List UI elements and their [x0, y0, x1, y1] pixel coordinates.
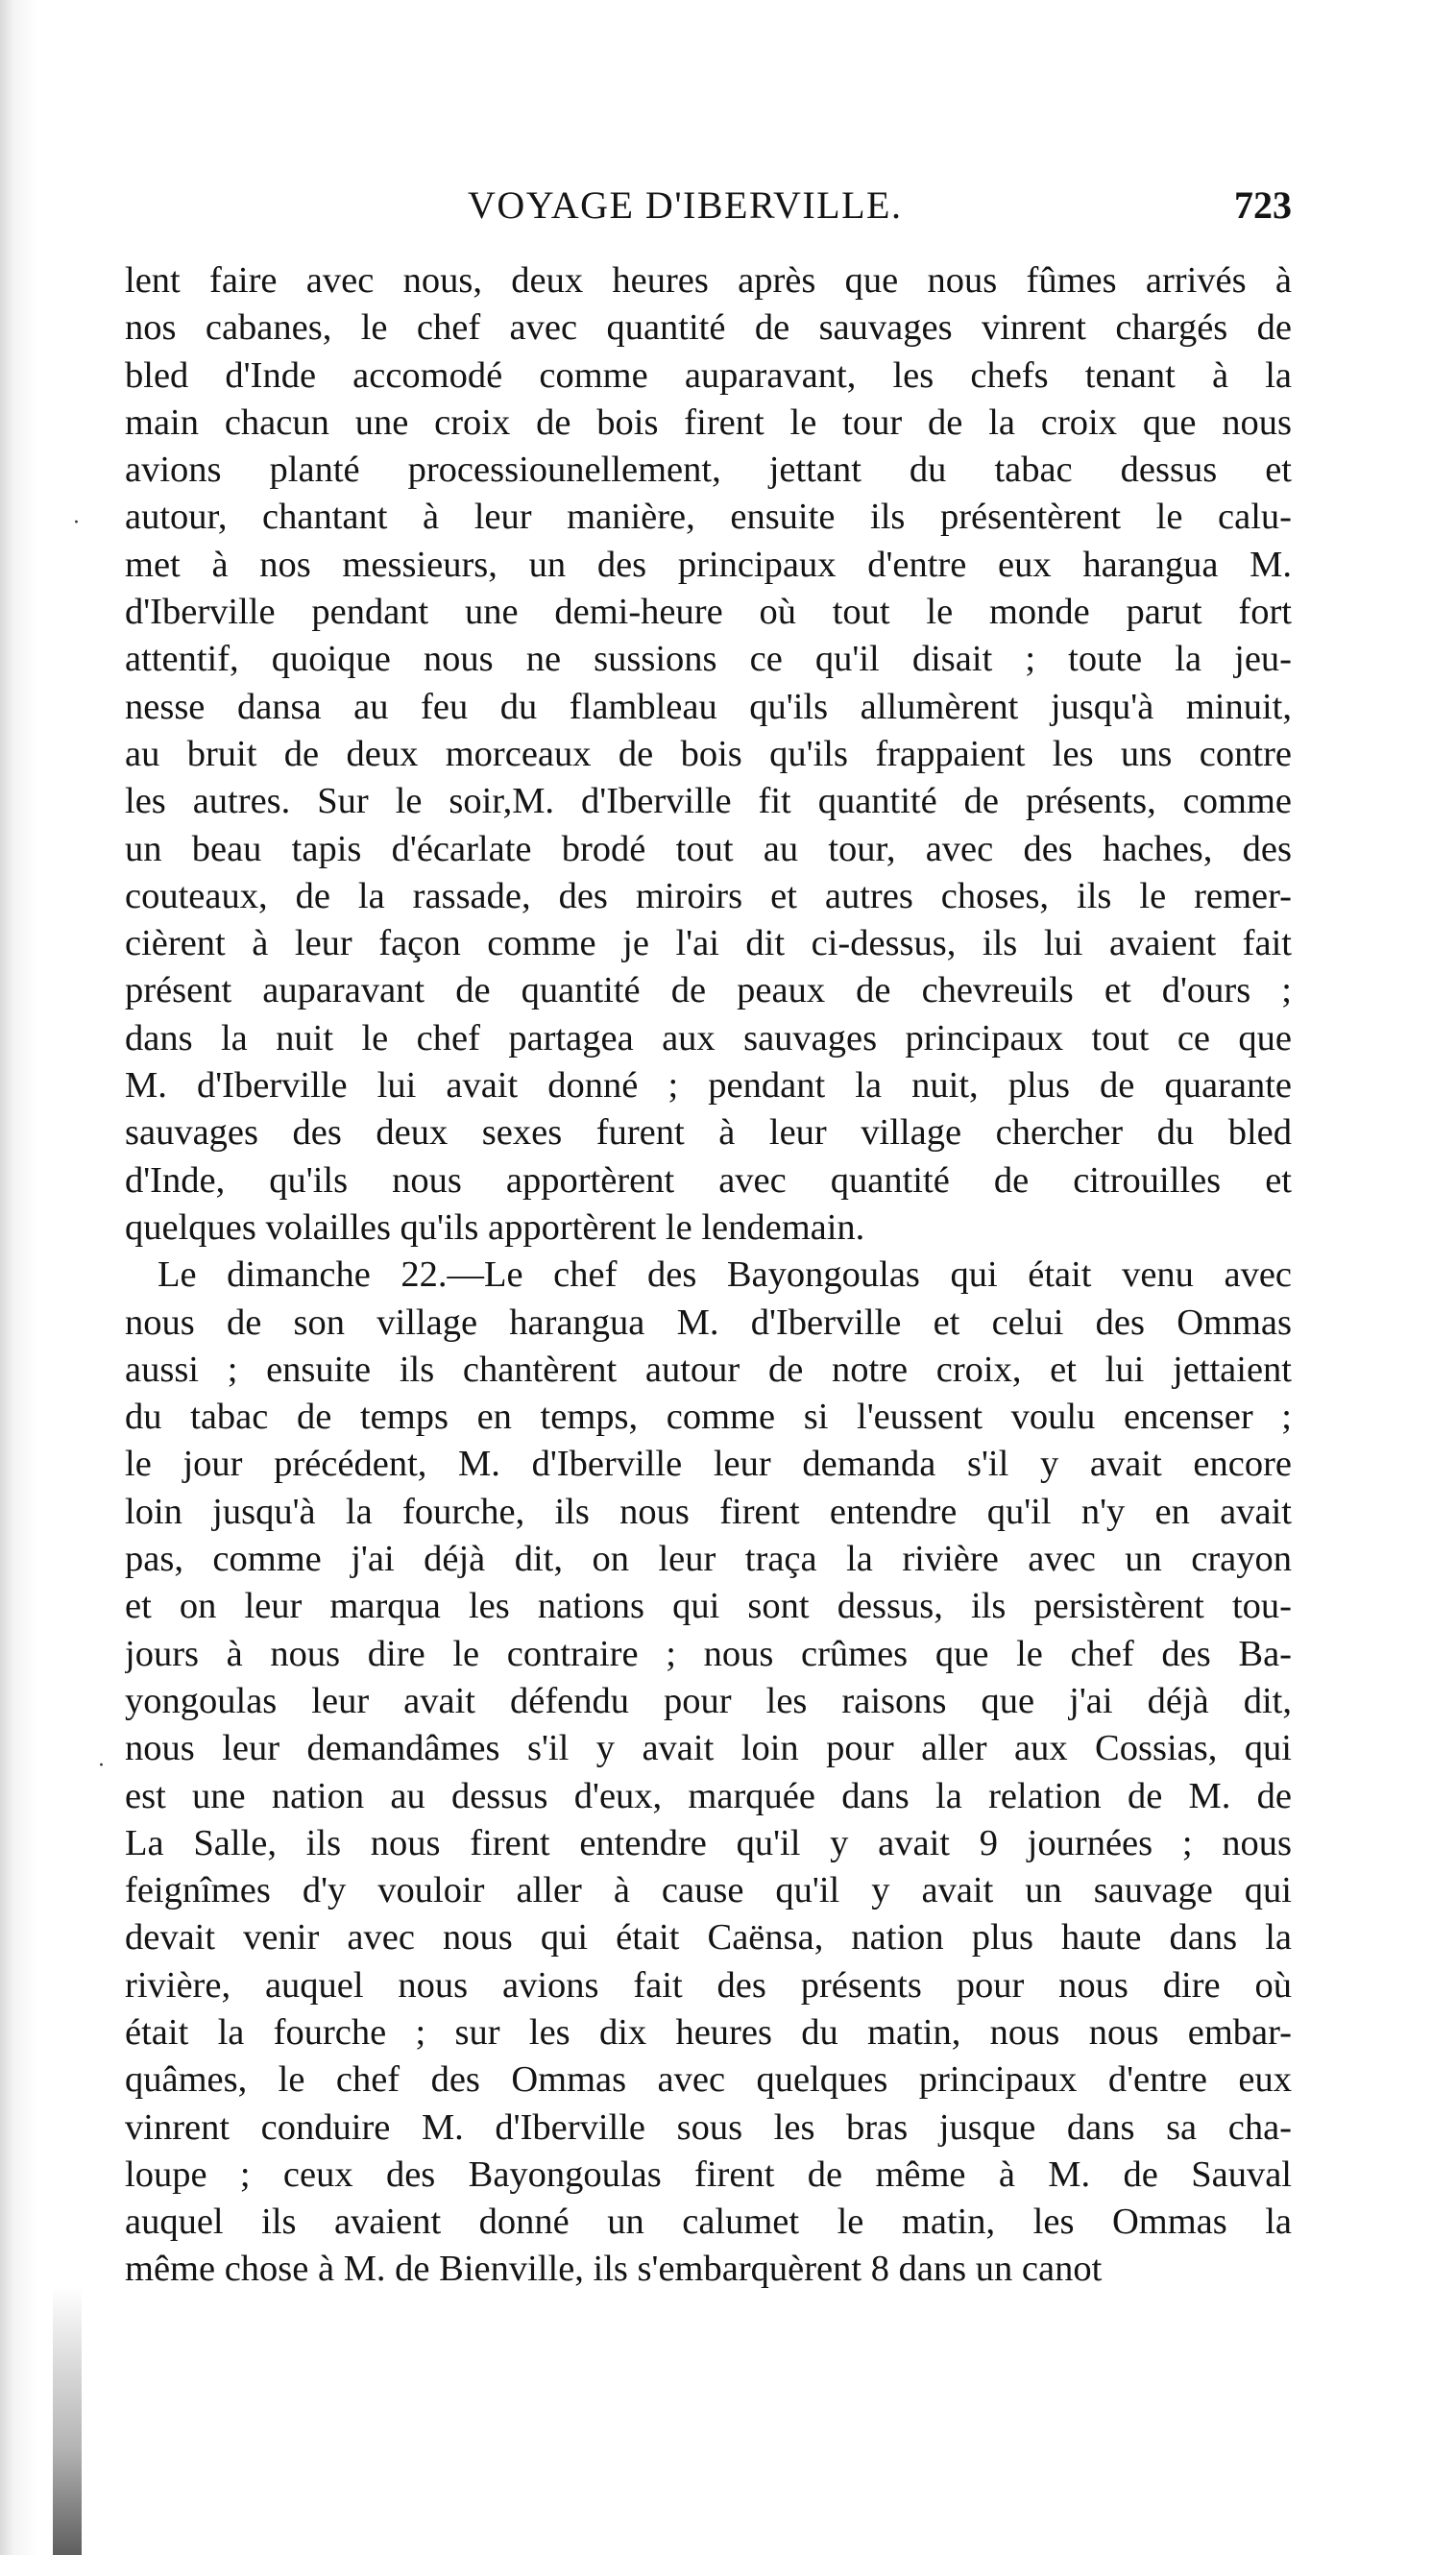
text-line: pas, comme j'ai déjà dit, on leur traça la rivière avec un crayon [125, 1539, 1292, 1580]
text-line: dans la nuit le chef partagea aux sauvages principaux tout ce que [125, 1017, 1292, 1058]
running-head [125, 182, 1292, 231]
text-line: sauvages des deux sexes furent à leur village chercher du bled [125, 1112, 1292, 1154]
text-line: du tabac de temps en temps, comme si l'eussent voulu encenser ; [125, 1397, 1292, 1438]
text-line: d'Iberville pendant une demi-heure où tout le monde parut fort [125, 592, 1292, 633]
text-line: feignîmes d'y vouloir aller à cause qu'il y avait un sauvage qui [125, 1870, 1292, 1911]
text-line: loin jusqu'à la fourche, ils nous firent entendre qu'il n'y en avait [125, 1491, 1292, 1532]
text-line: quâmes, le chef des Ommas avec quelques principaux d'entre eux [125, 2059, 1292, 2101]
text-line: nous de son village harangua M. d'Iberville et celui des Ommas [125, 1302, 1292, 1343]
body-text [125, 257, 1292, 2486]
text-line: attentif, quoique nous ne sussions ce qu'il disait ; toute la jeu- [125, 639, 1292, 680]
text-line: quelques volailles qu'ils apportèrent le lendemain. [125, 1206, 865, 1248]
text-line: met à nos messieurs, un des principaux d'entre eux harangua M. [125, 544, 1292, 585]
text-line: Le dimanche 22.—Le chef des Bayongoulas qui était venu avec [158, 1254, 1292, 1296]
text-line: cièrent à leur façon comme je l'ai dit ci-dessus, ils lui avaient fait [125, 923, 1292, 964]
text-line: bled d'Inde accomodé comme auparavant, les chefs tenant à la [125, 354, 1292, 396]
text-line: avions planté processiounellement, jettant du tabac dessus et [125, 450, 1292, 491]
text-line: les autres. Sur le soir,M. d'Iberville fit quantité de présents, comme [125, 781, 1292, 822]
text-line: main chacun une croix de bois firent le tour de la croix que nous [125, 402, 1292, 443]
text-line: présent auparavant de quantité de peaux de chevreuils et d'ours ; [125, 970, 1292, 1011]
text-line: nous leur demandâmes s'il y avait loin pour aller aux Cossias, qui [125, 1728, 1292, 1769]
text-line: et on leur marqua les nations qui sont dessus, ils persistèrent tou- [125, 1586, 1292, 1627]
text-line: loupe ; ceux des Bayongoulas firent de même à M. de Sauval [125, 2154, 1292, 2195]
text-line: aussi ; ensuite ils chantèrent autour de notre croix, et lui jettaient [125, 1349, 1292, 1390]
text-line: devait venir avec nous qui était Caënsa, nation plus haute dans la [125, 1917, 1292, 1959]
text-line: était la fourche ; sur les dix heures du matin, nous nous embar- [125, 2011, 1292, 2053]
text-line: d'Inde, qu'ils nous apportèrent avec quantité de citrouilles et [125, 1159, 1292, 1201]
text-line: auquel ils avaient donné un calumet le matin, les Ommas la [125, 2202, 1292, 2243]
text-line: jours à nous dire le contraire ; nous crûmes que le chef des Ba- [125, 1633, 1292, 1674]
text-line: yongoulas leur avait défendu pour les raisons que j'ai déjà dit, [125, 1680, 1292, 1721]
text-line: M. d'Iberville lui avait donné ; pendant la nuit, plus de quarante [125, 1065, 1292, 1107]
page-number: 723 [1234, 183, 1292, 227]
text-line: vinrent conduire M. d'Iberville sous les bras jusque dans sa cha- [125, 2106, 1292, 2148]
text-line: même chose à M. de Bienville, ils s'embarquèrent 8 dans un canot [125, 2249, 1103, 2290]
running-head-title: VOYAGE D'IBERVILLE. [468, 183, 903, 227]
text-line: La Salle, ils nous firent entendre qu'il y avait 9 journées ; nous [125, 1822, 1292, 1863]
text-line: couteaux, de la rassade, des miroirs et autres choses, ils le remer- [125, 875, 1292, 916]
margin-mark: · [73, 511, 80, 535]
text-line: lent faire avec nous, deux heures après que nous fûmes arrivés à [125, 260, 1292, 301]
text-line: rivière, auquel nous avions fait des présents pour nous dire où [125, 1964, 1292, 2006]
text-line: est une nation au dessus d'eux, marquée dans la relation de M. de [125, 1775, 1292, 1816]
page-edge-shadow [0, 0, 86, 2555]
text-line: nos cabanes, le chef avec quantité de sauvages vinrent chargés de [125, 307, 1292, 349]
text-line: autour, chantant à leur manière, ensuite ils présentèrent le calu- [125, 497, 1292, 538]
text-line: au bruit de deux morceaux de bois qu'ils frappaient les uns contre [125, 733, 1292, 774]
text-line: nesse dansa au feu du flambleau qu'ils allumèrent jusqu'à minuit, [125, 686, 1292, 727]
margin-mark: · [98, 1754, 105, 1778]
text-line: un beau tapis d'écarlate brodé tout au tour, avec des haches, des [125, 828, 1292, 869]
text-line: le jour précédent, M. d'Iberville leur demanda s'il y avait encore [125, 1444, 1292, 1485]
